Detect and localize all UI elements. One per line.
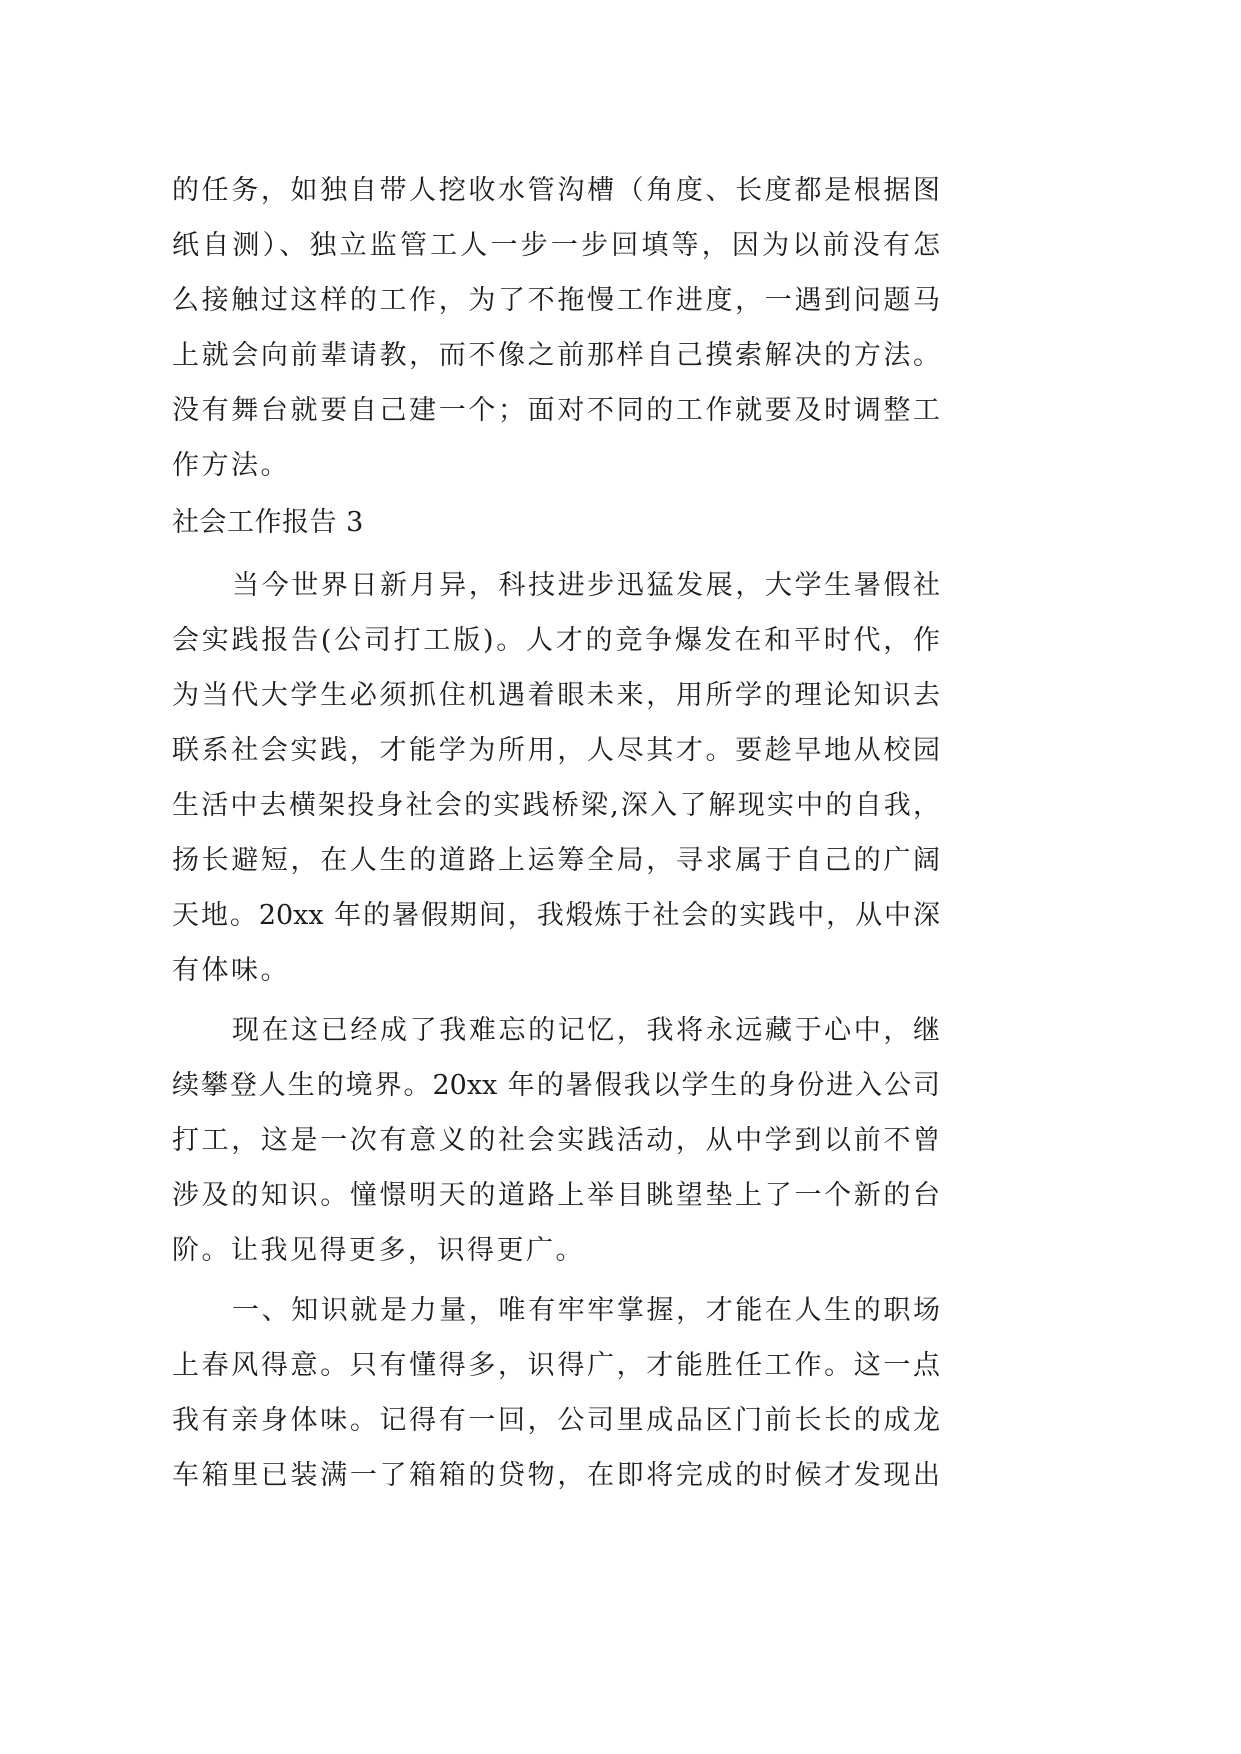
text-line: 上就会向前辈请教，而不像之前那样自己摸索解决的方法。 bbox=[172, 340, 940, 371]
section-heading: 社会工作报告 3 bbox=[172, 507, 364, 538]
text-line: 当今世界日新月异，科技进步迅猛发展，大学生暑假社 bbox=[232, 570, 940, 601]
text-line: 会实践报告(公司打工版)。人才的竞争爆发在和平时代，作 bbox=[172, 625, 940, 656]
paragraph bbox=[172, 558, 940, 998]
text-line: 扬长避短，在人生的道路上运筹全局，寻求属于自己的广阔 bbox=[172, 845, 940, 876]
text-line: 阶。让我见得更多，识得更广。 bbox=[172, 1235, 585, 1266]
text-line: 作方法。 bbox=[172, 450, 290, 481]
text-line: 纸自测）、独立监管工人一步一步回填等，因为以前没有怎 bbox=[172, 230, 940, 261]
text-line: 一、知识就是力量，唯有牢牢掌握，才能在人生的职场 bbox=[232, 1295, 940, 1326]
text-line: 上春风得意。只有懂得多，识得广，才能胜任工作。这一点 bbox=[172, 1350, 940, 1381]
text-line: 涉及的知识。憧憬明天的道路上举目眺望垫上了一个新的台 bbox=[172, 1180, 940, 1211]
paragraph-continued bbox=[172, 163, 940, 493]
text-line: 打工，这是一次有意义的社会实践活动，从中学到以前不曾 bbox=[172, 1125, 940, 1156]
text-line: 为当代大学生必须抓住机遇着眼未来，用所学的理论知识去 bbox=[172, 680, 940, 711]
text-line: 车箱里已装满一了箱箱的贷物，在即将完成的时候才发现出 bbox=[172, 1460, 940, 1491]
text-line: 现在这已经成了我难忘的记忆，我将永远藏于心中，继 bbox=[232, 1015, 940, 1046]
text-line: 的任务，如独自带人挖收水管沟槽（角度、长度都是根据图 bbox=[172, 175, 940, 206]
paragraph bbox=[172, 1003, 940, 1278]
text-line: 续攀登人生的境界。20xx 年的暑假我以学生的身份进入公司 bbox=[172, 1070, 940, 1101]
paragraph bbox=[172, 1283, 940, 1503]
text-line: 么接触过这样的工作，为了不拖慢工作进度，一遇到问题马 bbox=[172, 285, 940, 316]
text-line: 没有舞台就要自己建一个；面对不同的工作就要及时调整工 bbox=[172, 395, 940, 426]
text-line: 天地。20xx 年的暑假期间，我煅炼于社会的实践中，从中深 bbox=[172, 900, 940, 931]
text-line: 联系社会实践，才能学为所用，人尽其才。要趁早地从校园 bbox=[172, 735, 940, 766]
text-line: 生活中去横架投身社会的实践桥梁,深入了解现实中的自我， bbox=[172, 790, 940, 821]
text-line: 我有亲身体味。记得有一回，公司里成品区门前长长的成龙 bbox=[172, 1405, 940, 1436]
document-body bbox=[172, 163, 940, 1503]
text-line: 有体味。 bbox=[172, 955, 290, 986]
